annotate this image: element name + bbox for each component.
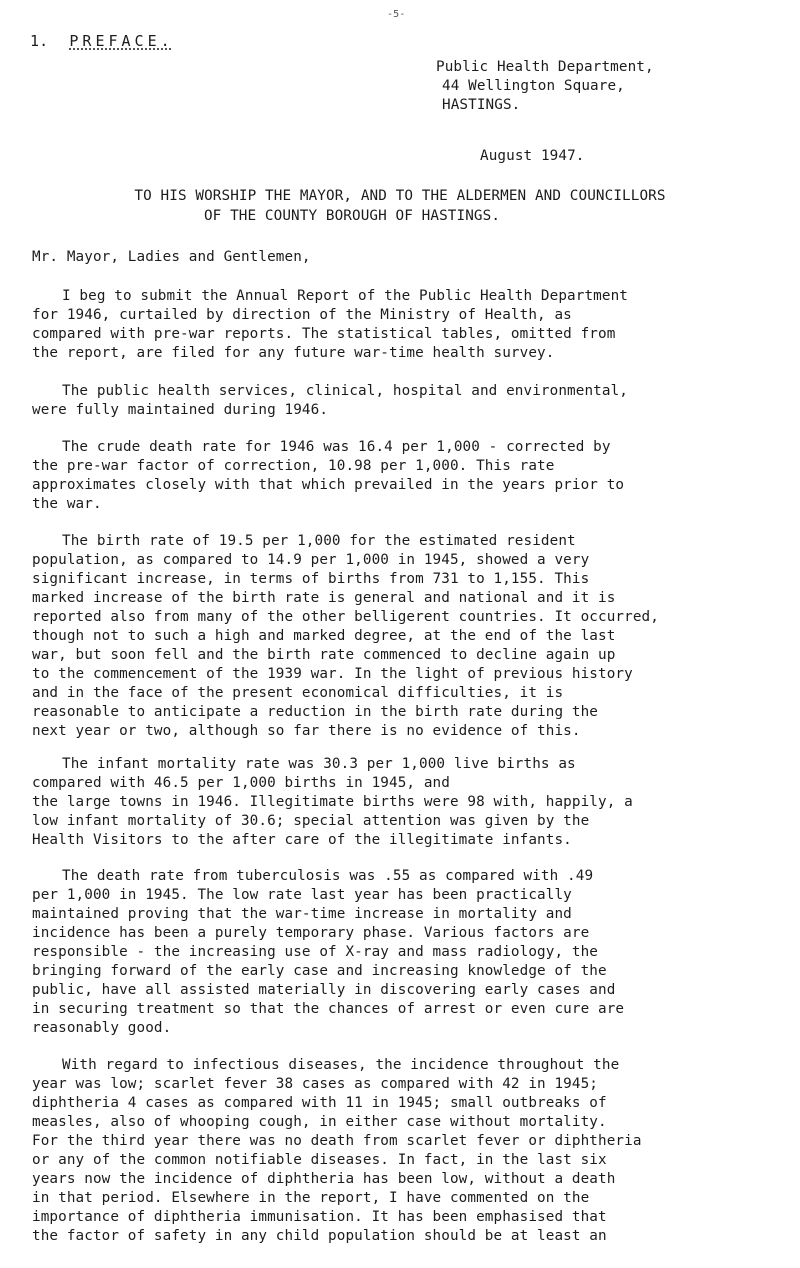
section-number: 1. <box>30 32 49 50</box>
text-line: The public health services, clinical, hospital and environmental, <box>62 383 628 399</box>
page-number-mark: -5- <box>387 9 406 20</box>
text-line: year was low; scarlet fever 38 cases as compared with 42 in 1945; <box>32 1076 598 1092</box>
paragraph-death-rate <box>32 438 784 514</box>
text-line: significant increase, in terms of births from 731 to 1,155. This <box>32 571 590 587</box>
text-line: the war. <box>32 496 102 512</box>
text-line: or any of the common notifiable diseases. In fact, in the last six <box>32 1152 607 1168</box>
text-line: the report, are filed for any future war-time health survey. <box>32 345 555 361</box>
text-line: reasonably good. <box>32 1020 172 1036</box>
text-line: public, have all assisted materially in discovering early cases and <box>32 982 616 998</box>
address-line: 44 Wellington Square, <box>442 78 625 94</box>
text-line: reasonable to anticipate a reduction in the birth rate during the <box>32 704 598 720</box>
text-line: diphtheria 4 cases as compared with 11 in 1945; small outbreaks of <box>32 1095 607 1111</box>
text-line: The death rate from tuberculosis was .55 as compared with .49 <box>62 868 594 884</box>
section-heading <box>30 32 174 50</box>
text-line: next year or two, although so far there is no evidence of this. <box>32 723 581 739</box>
paragraph-report-submission <box>32 287 784 363</box>
text-line: With regard to infectious diseases, the incidence throughout the <box>62 1057 620 1073</box>
text-line: The birth rate of 19.5 per 1,000 for the estimated resident <box>62 533 576 549</box>
text-line: in that period. Elsewhere in the report, I have commented on the <box>32 1190 590 1206</box>
text-line: in securing treatment so that the chances of arrest or even cure are <box>32 1001 625 1017</box>
addressee-block <box>0 186 800 226</box>
text-line: though not to such a high and marked degree, at the end of the last <box>32 628 616 644</box>
text-line: The crude death rate for 1946 was 16.4 per 1,000 - corrected by <box>62 439 611 455</box>
section-title: PREFACE. <box>69 32 174 50</box>
text-line: Health Visitors to the after care of the illegitimate infants. <box>32 832 572 848</box>
paragraph-birth-rate <box>32 532 784 741</box>
text-line: low infant mortality of 30.6; special attention was given by the <box>32 813 590 829</box>
text-line: the pre-war factor of correction, 10.98 per 1,000. This rate <box>32 458 555 474</box>
addressee-line: OF THE COUNTY BOROUGH OF HASTINGS. <box>203 208 501 224</box>
sender-address <box>436 58 654 115</box>
text-line: I beg to submit the Annual Report of the Public Health Department <box>62 288 628 304</box>
paragraph-tuberculosis <box>32 867 784 1038</box>
text-line: for 1946, curtailed by direction of the Ministry of Health, as <box>32 307 572 323</box>
text-line: maintained proving that the war-time increase in mortality and <box>32 906 572 922</box>
text-line: the factor of safety in any child population should be at least an <box>32 1228 607 1244</box>
address-line: Public Health Department, <box>436 59 654 75</box>
addressee-line: TO HIS WORSHIP THE MAYOR, AND TO THE ALDERMEN AND COUNCILLORS <box>134 188 666 204</box>
text-line: war, but soon fell and the birth rate commenced to decline again up <box>32 647 616 663</box>
text-line: years now the incidence of diphtheria has been low, without a death <box>32 1171 616 1187</box>
letter-date: August 1947. <box>480 148 585 164</box>
text-line: measles, also of whooping cough, in either case without mortality. <box>32 1114 607 1130</box>
text-line: responsible - the increasing use of X-ray and mass radiology, the <box>32 944 598 960</box>
text-line: approximates closely with that which prevailed in the years prior to <box>32 477 625 493</box>
paragraph-services <box>32 382 784 420</box>
text-line: bringing forward of the early case and increasing knowledge of the <box>32 963 607 979</box>
text-line: compared with pre-war reports. The statistical tables, omitted from <box>32 326 616 342</box>
text-line: were fully maintained during 1946. <box>32 402 329 418</box>
text-line: and in the face of the present economical difficulties, it is <box>32 685 564 701</box>
text-line: per 1,000 in 1945. The low rate last year has been practically <box>32 887 572 903</box>
text-line: compared with 46.5 per 1,000 births in 1945, and <box>32 775 450 791</box>
text-line: importance of diphtheria immunisation. It has been emphasised that <box>32 1209 607 1225</box>
text-line: The infant mortality rate was 30.3 per 1,000 live births as <box>62 756 576 772</box>
salutation: Mr. Mayor, Ladies and Gentlemen, <box>32 249 311 265</box>
paragraph-infant-mortality <box>32 755 784 850</box>
text-line: to the commencement of the 1939 war. In the light of previous history <box>32 666 633 682</box>
text-line: reported also from many of the other belligerent countries. It occurred, <box>32 609 659 625</box>
text-line: incidence has been a purely temporary phase. Various factors are <box>32 925 590 941</box>
address-line: HASTINGS. <box>442 97 521 113</box>
text-line: the large towns in 1946. Illegitimate births were 98 with, happily, a <box>32 794 633 810</box>
text-line: marked increase of the birth rate is general and national and it is <box>32 590 616 606</box>
text-line: For the third year there was no death from scarlet fever or diphtheria <box>32 1133 642 1149</box>
text-line: population, as compared to 14.9 per 1,000 in 1945, showed a very <box>32 552 590 568</box>
paragraph-infectious-diseases <box>32 1056 784 1246</box>
